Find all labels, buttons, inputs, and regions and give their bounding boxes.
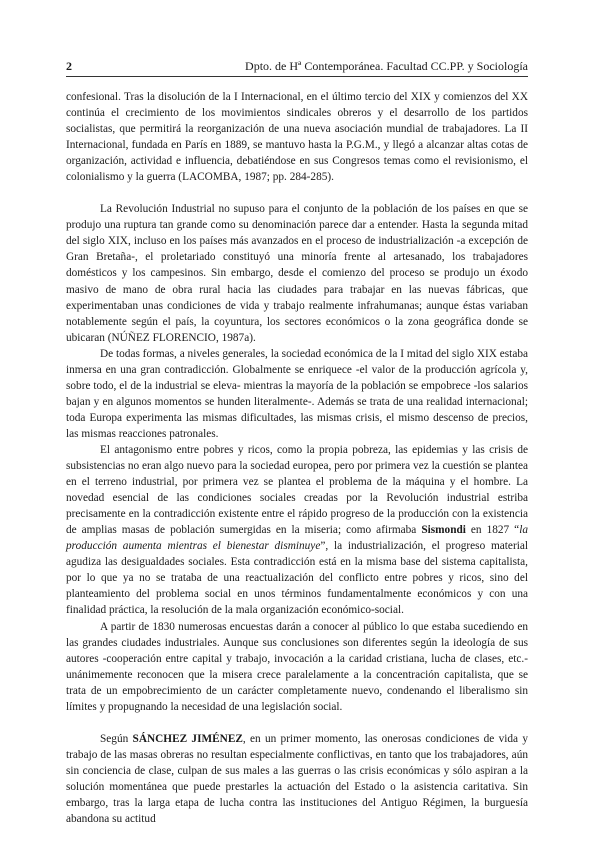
author-sanchez-jimenez: SÁNCHEZ JIMÉNEZ: [132, 732, 243, 745]
author-sismondi: Sismondi: [421, 524, 466, 537]
sismondi-quote: la producción aumenta mientras el bienestar disminuye: [66, 524, 528, 553]
running-title: Dpto. de Hª Contemporánea. Facultad CC.PP. y Sociología: [245, 59, 528, 73]
paragraph-6: [66, 731, 528, 827]
header-rule: [66, 76, 528, 77]
paragraph-4: [66, 442, 528, 619]
paragraph-3: De todas formas, a niveles generales, la sociedad económica de la I mitad del siglo XIX estaba inmersa en una gran contradicción. Globalmente se enriquece -el valor de la producción agrícola y, sobre todo, el de la industrial se eleva- mientras la mayoría de la población se empobrece -los salarios bajan y en algunos momentos se hunden literalmente-. Además se trata de una realidad internacional; toda Europa experimenta las mismas dificultades, las mismas crisis, el mismo descenso de precios, las mismas reacciones patronales.: [66, 347, 528, 440]
paragraph-2: La Revolución Industrial no supuso para el conjunto de la población de los países en que se produjo una ruptura tan grande como su denominación parece dar a entender. Hasta la segunda mitad del siglo XIX, incluso en los países más avanzados en el proceso de industrialización -a excepción de Gran Bretaña-, el proletariado constituyó una minoría frente al artesanado, los trabajadores domésticos y los campesinos. Sin embargo, desde el comienzo del proceso se produjo un éxodo masivo de mano de obra rural hacia las ciudades para trabajar en las nuevas fábricas, que experimentaban unas condiciones de vida y trabajo realmente infrahumanas; aunque éstas variaban notablemente según el país, la coyuntura, los sectores económicos o la zona geográfica donde se ubicaran (NÚÑEZ FLORENCIO, 1987a).: [66, 203, 528, 344]
paragraph-4-text-b: en 1827 “: [465, 524, 520, 537]
paragraph-6-text-b: , en un primer momento, las onerosas condiciones de vida y trabajo de las masas obreras no resultan especialmente conflictivas, en tanto que los trabajadores, aún sin conciencia de clase, culpan de sus males a las guerras o las crisis económicas y sólo aspiran a la solución momentánea que puede prestarles la actuación del Estado o la asistencia caritativa. Sin embargo, tras la larga etapa de lucha contra las instituciones del Antiguo Régimen, la burguesía abandona su actitud: [66, 732, 528, 826]
paragraph-5: A partir de 1830 numerosas encuestas darán a conocer al público lo que estaba sucediendo en las grandes ciudades industriales. Aunque sus conclusiones son diferentes según la ideología de sus autores -cooperación entre capital y trabajo, invocación a la caridad cristiana, lucha de clases, etc.- unánimemente reconocen que la misera crece paralelamente a la concentración capitalista, que se trata de un empobrecimiento de un carácter completamente nuevo, condenando el liberalismo sin límites y propugnando la necesidad de una legislación social.: [66, 620, 528, 713]
page-header: [66, 58, 528, 74]
page-number: 2: [66, 59, 72, 73]
paragraph-4-text-a: El antagonismo entre pobres y ricos, como la propia pobreza, las epidemias y las crisis de subsistencias no eran algo nuevo para la sociedad europea, pero por primera vez la cuestión se plantea en el terreno industrial, por primera vez se plantea el problema de la máquina y el hombre. La novedad esencial de las condiciones sociales creadas por la Revolución industrial estriba precisamente en la contradicción existente entre el rápido progreso de la producción con la existencia de amplias masas de población sumergidas en la miseria; como afirmaba: [66, 443, 528, 537]
body-text: [66, 89, 528, 827]
paragraph-1: confesional. Tras la disolución de la I Internacional, en el último tercio del XIX y comienzos del XX continúa el crecimiento de los movimientos sindicales obreros y el desarrollo de los partidos socialistas, que permitirá la reorganización de una nueva asociación mundial de trabajadores. La II Internacional, fundada en París en 1889, se mantuvo hasta la P.G.M., y llegó a alcanzar altas cotas de organización, actividad e influencia, debatiéndose en sus Congresos temas como el revisionismo, el colonialismo y la guerra (LACOMBA, 1987; pp. 284-285).: [66, 91, 528, 184]
paragraph-4-text-c: ”, la industrialización, el progreso material agudiza las desigualdades sociales. Esta contradicción está en la misma base del sistema capitalista, por lo que ya no se trataba de una reactualización del conflicto entre pobres y ricos, sino del planteamiento del problema social en unos términos fundamentalmente económicos y con una finalidad práctica, la resolución de la mala organización económico-social.: [66, 540, 528, 617]
paragraph-6-text-a: Según: [100, 732, 133, 745]
